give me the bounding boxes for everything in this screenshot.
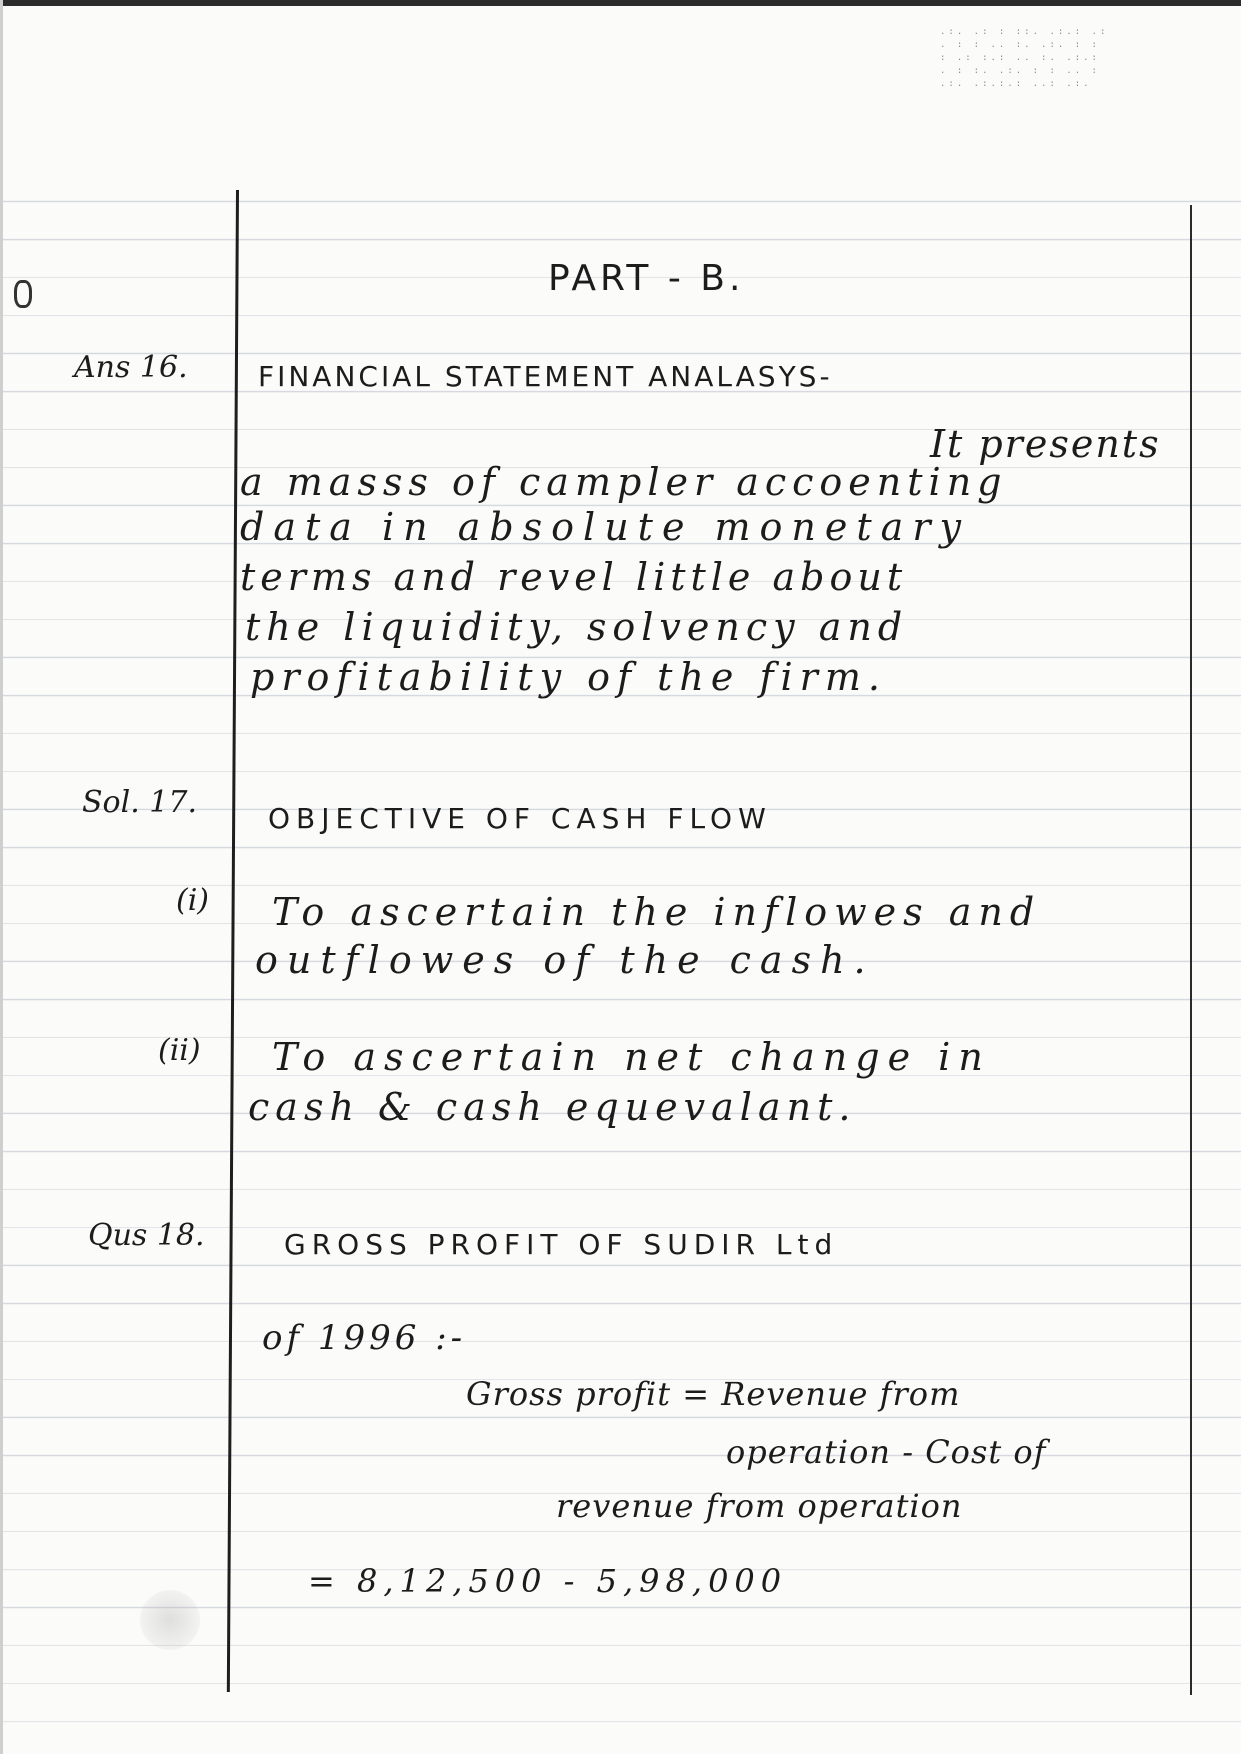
answer-16-line: profitability of the firm. [250,655,887,699]
right-margin-rule [1190,205,1192,1695]
answer-16-label: Ans 16. [74,350,188,385]
calculation-line: = 8,12,500 - 5,98,000 [308,1562,788,1600]
question-18-label: Qus 18. [88,1218,205,1253]
point-line: To ascertain the inflowes and [272,890,1042,934]
point-marker: (i) [176,883,210,918]
question-18-subheading: of 1996 :- [262,1318,467,1358]
answer-16-line: a masss of campler accoenting [240,460,1008,504]
point-marker: (ii) [158,1033,201,1068]
point-line: outflowes of the cash. [255,938,875,982]
point-line: To ascertain net change in [272,1035,991,1079]
formula-line: revenue from operation [556,1487,963,1525]
formula-line: operation - Cost of [726,1433,1047,1471]
formula-line: Gross profit = Revenue from [466,1375,961,1413]
left-margin-rule [227,190,239,1692]
solution-17-heading: OBJECTIVE OF CASH FLOW [268,802,772,835]
answer-16-heading: FINANCIAL STATEMENT ANALASYS- [258,360,833,393]
answer-16-line: data in absolute monetary [240,505,970,549]
answer-16-line: terms and revel little about [240,555,908,599]
scan-left-edge [0,0,3,1754]
answer-16-line: It presents [930,422,1161,466]
part-heading: PART - B. [548,258,745,299]
paper-smudge [140,1590,200,1650]
point-line: cash & cash equevalant. [248,1085,857,1129]
printed-dot-pattern: .:. .: : ::. .:.: .: . : : .. :. .:. : : : .: :.: .. :. .:.: . : :. .:. : : .. : .:. .:.:.: ..: .:. [940,27,1109,89]
binder-hole-mark [14,280,32,308]
answer-16-line: the liquidity, solvency and [245,605,909,649]
scan-top-edge [0,0,1241,6]
question-18-heading: GROSS PROFIT OF SUDIR Ltd [284,1228,839,1261]
solution-17-label: Sol. 17. [82,785,197,820]
